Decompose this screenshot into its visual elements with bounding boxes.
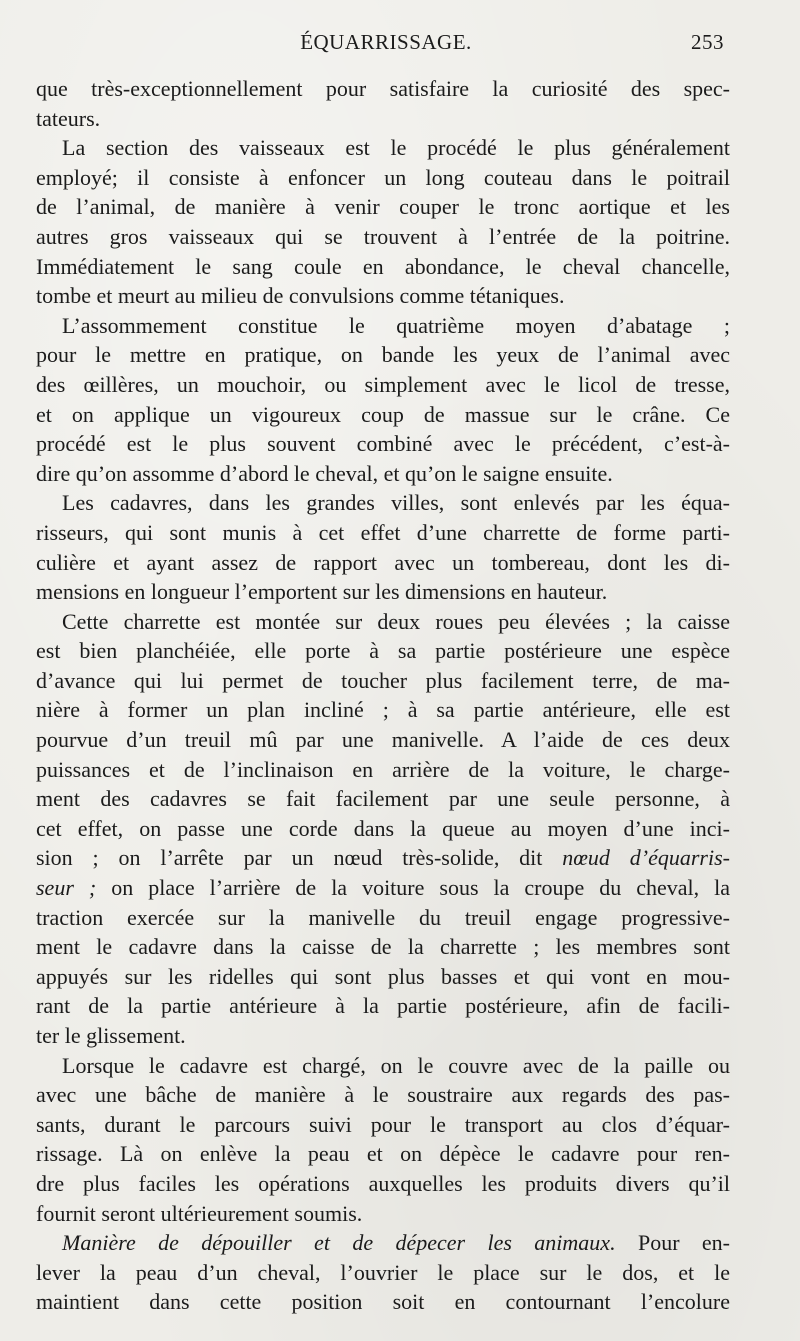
text-line: avec une bâche de manière à le soustraire aux regards des pas- [36,1082,730,1108]
text-line: maintient dans cette position soit en contournant l’encolure [36,1289,730,1315]
text-line: tombe et meurt au milieu de convulsions comme tétaniques. [36,283,565,309]
text-line: fournit seront ultérieurement soumis. [36,1200,363,1226]
text-line: de l’animal, de manière à venir couper le tronc aortique et les [36,194,730,220]
text-line: d’avance qui lui permet de toucher plus facilement terre, de ma- [36,667,730,693]
text-line: pour le mettre en pratique, on bande les yeux de l’animal avec [36,342,730,368]
text-line: Manière de dépouiller et de dépecer les animaux. Pour en- [62,1230,731,1256]
text-line: et on applique un vigoureux coup de massue sur le crâne. Ce [36,401,730,427]
text-line: pourvue d’un treuil mû par une manivelle. A l’aide de ces deux [36,727,730,753]
text-body [36,74,730,1317]
text-line: appuyés sur les ridelles qui sont plus basses et qui vont en mou- [36,963,730,989]
text-line: dire qu’on assomme d’abord le cheval, et qu’on le saigne ensuite. [36,460,613,486]
text-line: Lorsque le cadavre est chargé, on le couvre avec de la paille ou [62,1052,730,1078]
text-line: nière à former un plan incliné ; à sa partie antérieure, elle est [36,697,730,723]
text-line: rant de la partie antérieure à la partie postérieure, afin de facili- [36,993,730,1019]
text-line: mensions en longueur l’emportent sur les dimensions en hauteur. [36,579,608,605]
running-head [36,30,736,60]
text-line: employé; il consiste à enfoncer un long couteau dans le poitrail [36,164,730,190]
text-line: puissances et de l’inclinaison en arrière de la voiture, le charge- [36,756,730,782]
text-line: ter le glissement. [36,1023,186,1048]
text-line: seur ; on place l’arrière de la voiture sous la croupe du cheval, la [36,875,731,901]
running-title: ÉQUARRISSAGE. [300,30,472,54]
text-line: risseurs, qui sont munis à cet effet d’une charrette de forme parti- [36,519,730,545]
text-line: sants, durant le parcours suivi pour le transport au clos d’équar- [36,1111,730,1137]
text-line: culière et ayant assez de rapport avec un tombereau, dont les di- [36,549,730,575]
text-line: que très-exceptionnellement pour satisfaire la curiosité des spec- [36,76,730,101]
text-line: dre plus faciles les opérations auxquelles les produits divers qu’il [36,1170,730,1196]
text-line: lever la peau d’un cheval, l’ouvrier le place sur le dos, et le [36,1259,730,1285]
text-line: autres gros vaisseaux qui se trouvent à l’entrée de la poitrine. [36,223,730,249]
text-line: rissage. Là on enlève la peau et on dépèce le cadavre pour ren- [36,1141,730,1167]
text-line: tateurs. [36,105,101,131]
text-line: La section des vaisseaux est le procédé le plus généralement [62,135,730,161]
text-line: Immédiatement le sang coule en abondance, le cheval chancelle, [36,253,730,279]
text-line: des œillères, un mouchoir, ou simplement avec le licol de tresse, [36,371,730,397]
text-line: ment des cadavres se fait facilement par une seule personne, à [36,786,730,812]
text-line: est bien planchéiée, elle porte à sa partie postérieure une espèce [36,638,730,664]
text-line: Cette charrette est montée sur deux roues peu élevées ; la caisse [62,608,730,634]
text-line: procédé est le plus souvent combiné avec le précédent, c’est-à- [36,431,730,457]
text-line: Les cadavres, dans les grandes villes, sont enlevés par les équa- [62,490,730,516]
text-line: sion ; on l’arrête par un nœud très-solide, dit nœud d’équarris- [36,845,730,871]
text-line: L’assommement constitue le quatrième moyen d’abatage ; [62,312,730,338]
text-line: traction exercée sur la manivelle du treuil engage progressive- [36,904,730,930]
text-line: cet effet, on passe une corde dans la queue au moyen d’une inci- [36,815,730,841]
page-number: 253 [691,30,724,54]
text-line: ment le cadavre dans la caisse de la charrette ; les membres sont [36,934,730,960]
